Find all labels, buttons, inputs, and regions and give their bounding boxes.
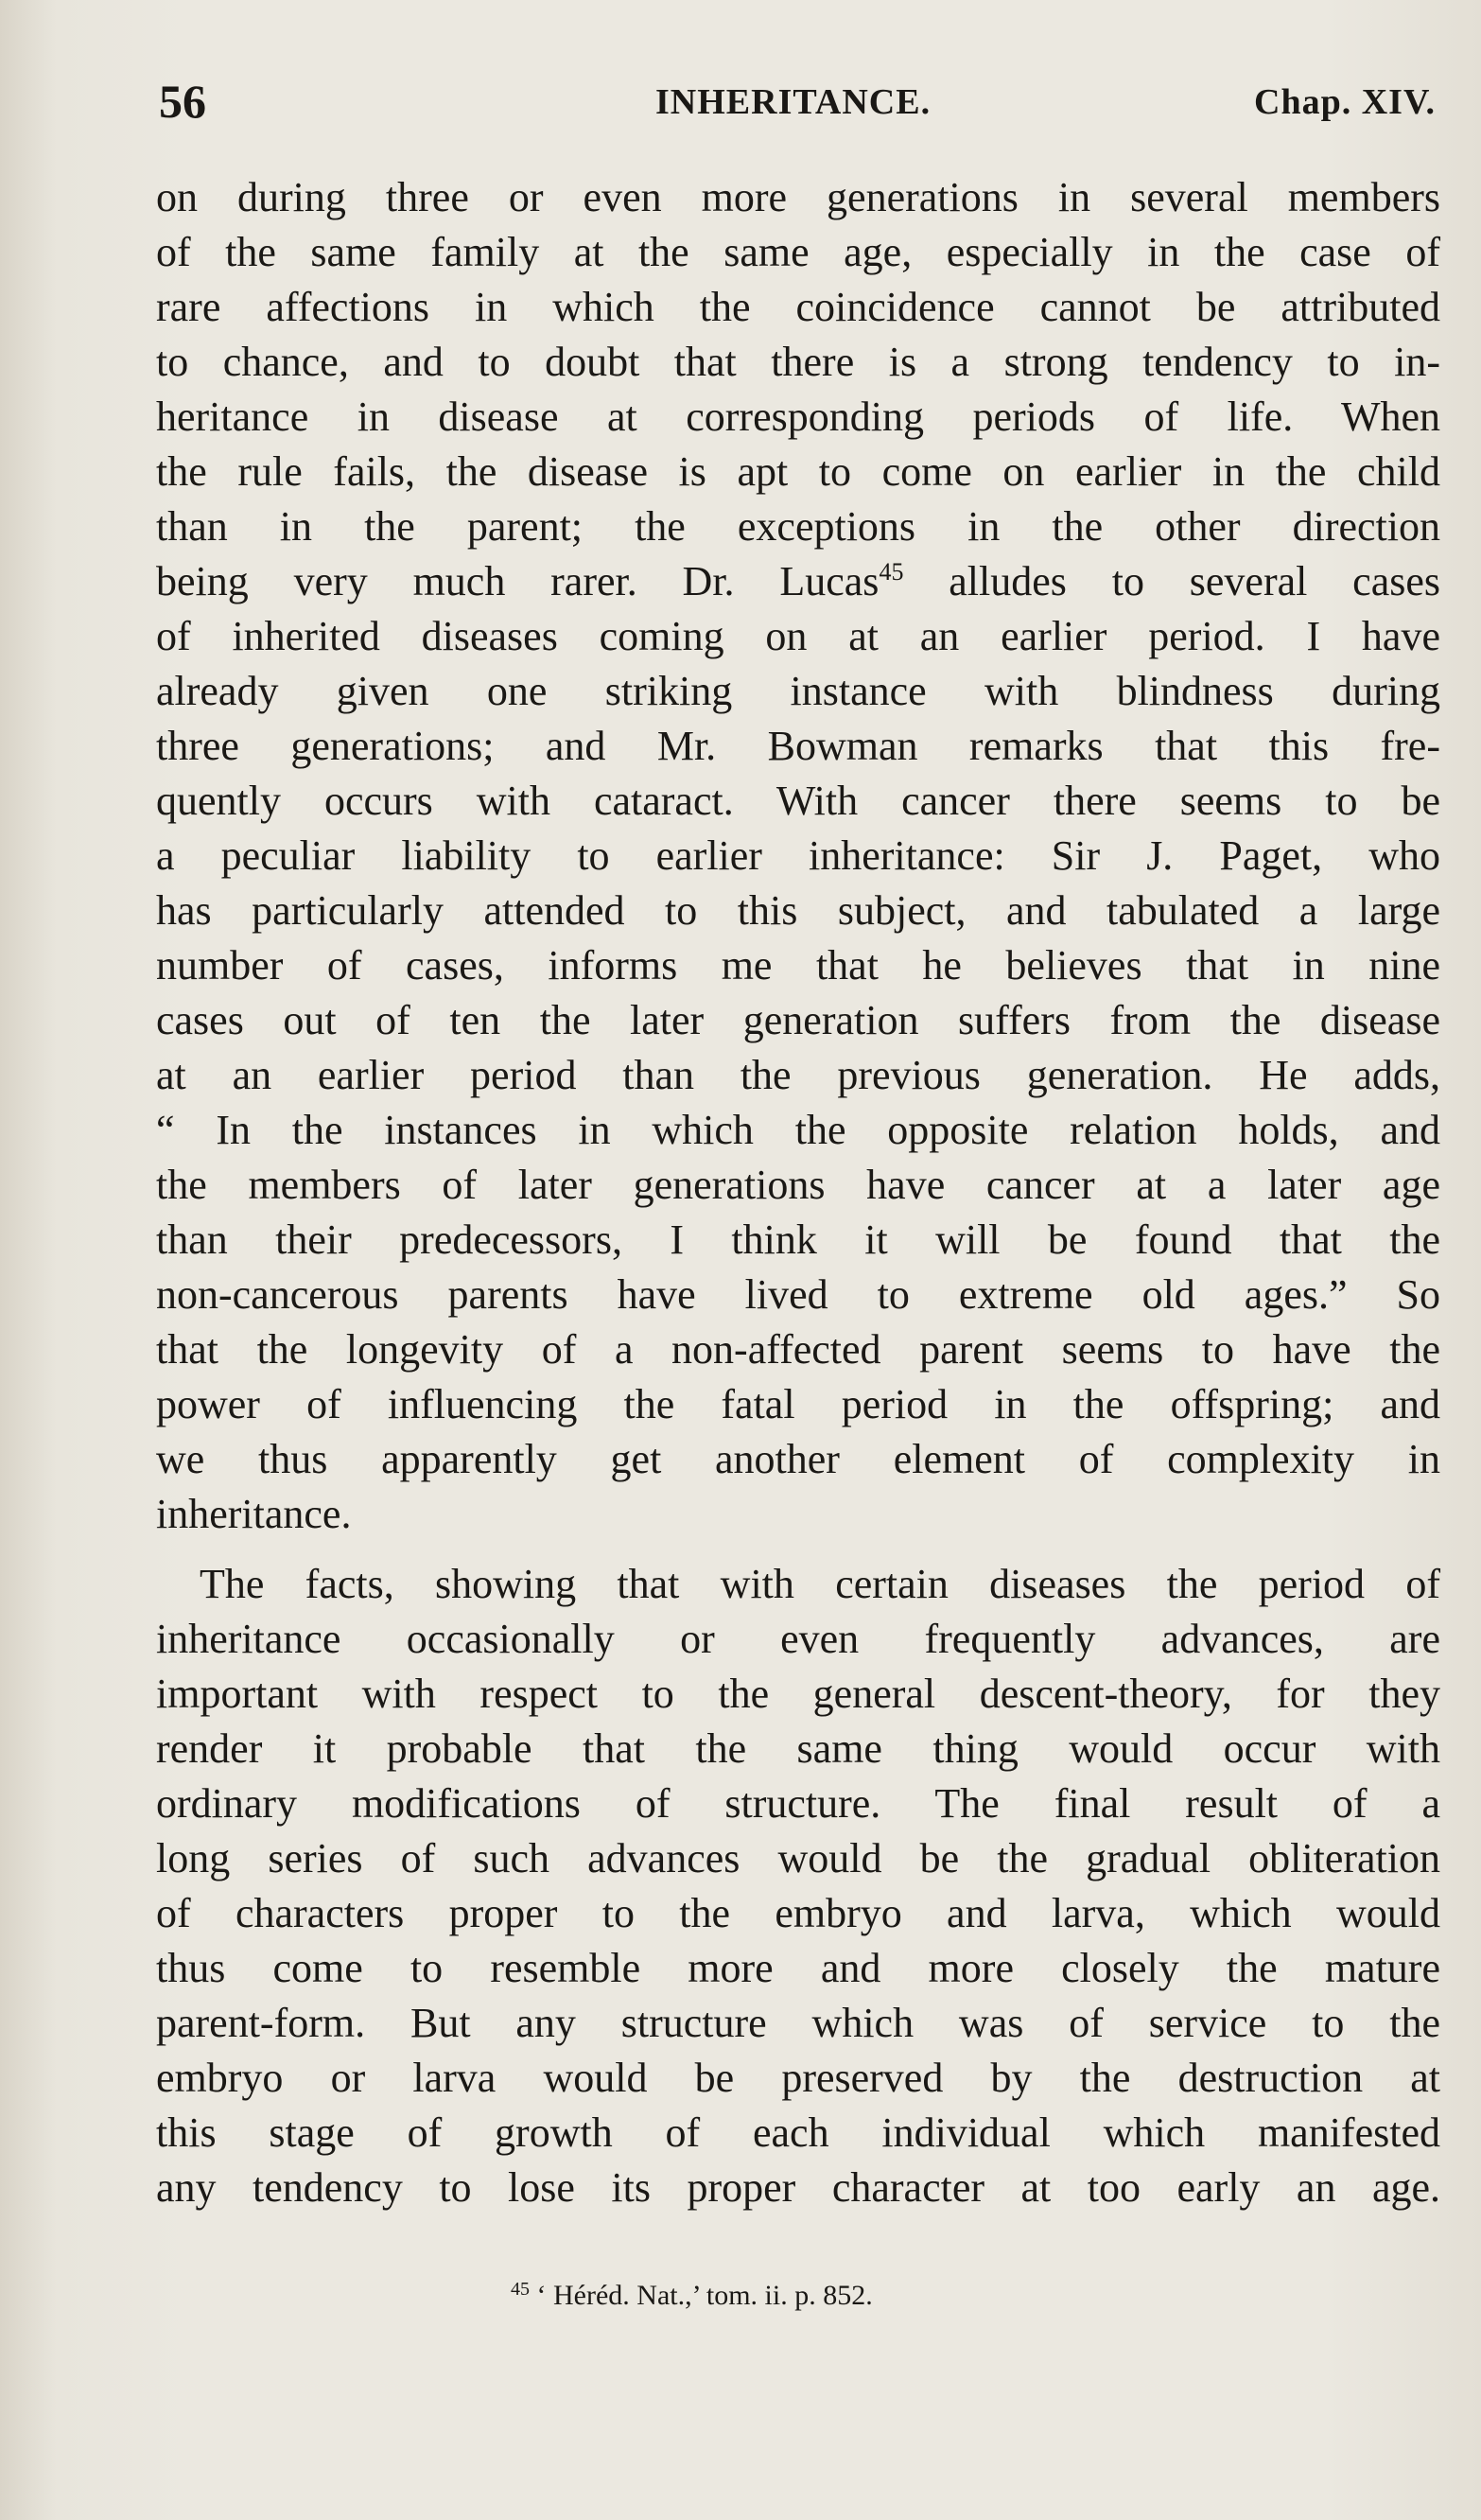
text-line: at an earlier period than the previous generation. He adds, — [156, 1052, 1440, 1098]
page-header — [159, 74, 1436, 140]
text-line: thus come to resemble more and more closely the mature — [156, 1945, 1440, 1991]
text-line: this stage of growth of each individual which manifested — [156, 2109, 1440, 2156]
running-head: INHERITANCE. — [655, 82, 932, 122]
text-line: heritance in disease at corresponding periods of life. When — [156, 394, 1440, 440]
text-segment: being very much rarer. Dr. Lucas — [156, 558, 880, 604]
text-line: ordinary modifications of structure. The final result of a — [156, 1780, 1440, 1827]
text-line: number of cases, informs me that he believes that in nine — [156, 942, 1440, 989]
text-line: to chance, and to doubt that there is a strong tendency to in- — [156, 339, 1440, 385]
paragraph-1 — [156, 170, 1440, 1542]
paragraph-2 — [156, 1557, 1440, 2215]
text-line: quently occurs with cataract. With cancer there seems to be — [156, 778, 1440, 824]
footnote-reference: 45 — [879, 558, 904, 586]
chapter-reference: Chap. XIV. — [1254, 82, 1436, 122]
footnote — [511, 2280, 873, 2312]
footnote-text: ‘ Héréd. Nat.,’ tom. ii. p. 852. — [536, 2280, 873, 2311]
text-line: has particularly attended to this subject, and tabulated a large — [156, 887, 1440, 934]
page-number: 56 — [159, 75, 206, 128]
text-line: power of influencing the fatal period in the offspring; and — [156, 1381, 1440, 1427]
text-line: that the longevity of a non-affected parent seems to have the — [156, 1326, 1440, 1373]
text-line: inheritance. — [156, 1491, 352, 1537]
text-segment: alludes to several cases — [949, 558, 1441, 604]
text-line: three generations; and Mr. Bowman remarks that this fre- — [156, 723, 1440, 769]
text-line: inheritance occasionally or even frequently advances, are — [156, 1616, 1440, 1662]
text-line: any tendency to lose its proper character at too early an age. — [156, 2164, 1440, 2211]
text-line: of inherited diseases coming on at an earlier period. I have — [156, 613, 1440, 659]
body-text — [156, 170, 1440, 2215]
text-line: of the same family at the same age, especially in the case of — [156, 229, 1440, 275]
text-line: already given one striking instance with blindness during — [156, 668, 1440, 714]
text-line: embryo or larva would be preserved by the destruction at — [156, 2055, 1440, 2101]
text-line: on during three or even more generations in several members — [156, 174, 1440, 220]
text-line: “ In the instances in which the opposite relation holds, and — [156, 1107, 1440, 1153]
text-line: of characters proper to the embryo and larva, which would — [156, 1890, 1440, 1936]
text-line: a peculiar liability to earlier inheritance: Sir J. Paget, who — [156, 832, 1440, 879]
text-line: non-cancerous parents have lived to extreme old ages.” So — [156, 1271, 1440, 1318]
text-line: parent-form. But any structure which was of service to the — [156, 2000, 1440, 2046]
text-line: we thus apparently get another element of complexity in — [156, 1436, 1440, 1482]
footnote-marker: 45 — [511, 2279, 530, 2300]
text-line-with-footnote-ref — [156, 554, 1440, 609]
text-line: render it probable that the same thing would occur with — [156, 1725, 1440, 1772]
text-line: rare affections in which the coincidence cannot be attributed — [156, 284, 1440, 330]
text-line: important with respect to the general descent-theory, for they — [156, 1671, 1440, 1717]
text-line: than in the parent; the exceptions in the other direction — [156, 503, 1440, 550]
text-line: long series of such advances would be the gradual obliteration — [156, 1835, 1440, 1881]
text-line: the members of later generations have cancer at a later age — [156, 1162, 1440, 1208]
text-line: the rule fails, the disease is apt to come on earlier in the child — [156, 448, 1440, 495]
text-line: than their predecessors, I think it will be found that the — [156, 1216, 1440, 1263]
text-line: cases out of ten the later generation suffers from the disease — [156, 997, 1440, 1043]
text-line: The facts, showing that with certain diseases the period of — [200, 1561, 1440, 1607]
